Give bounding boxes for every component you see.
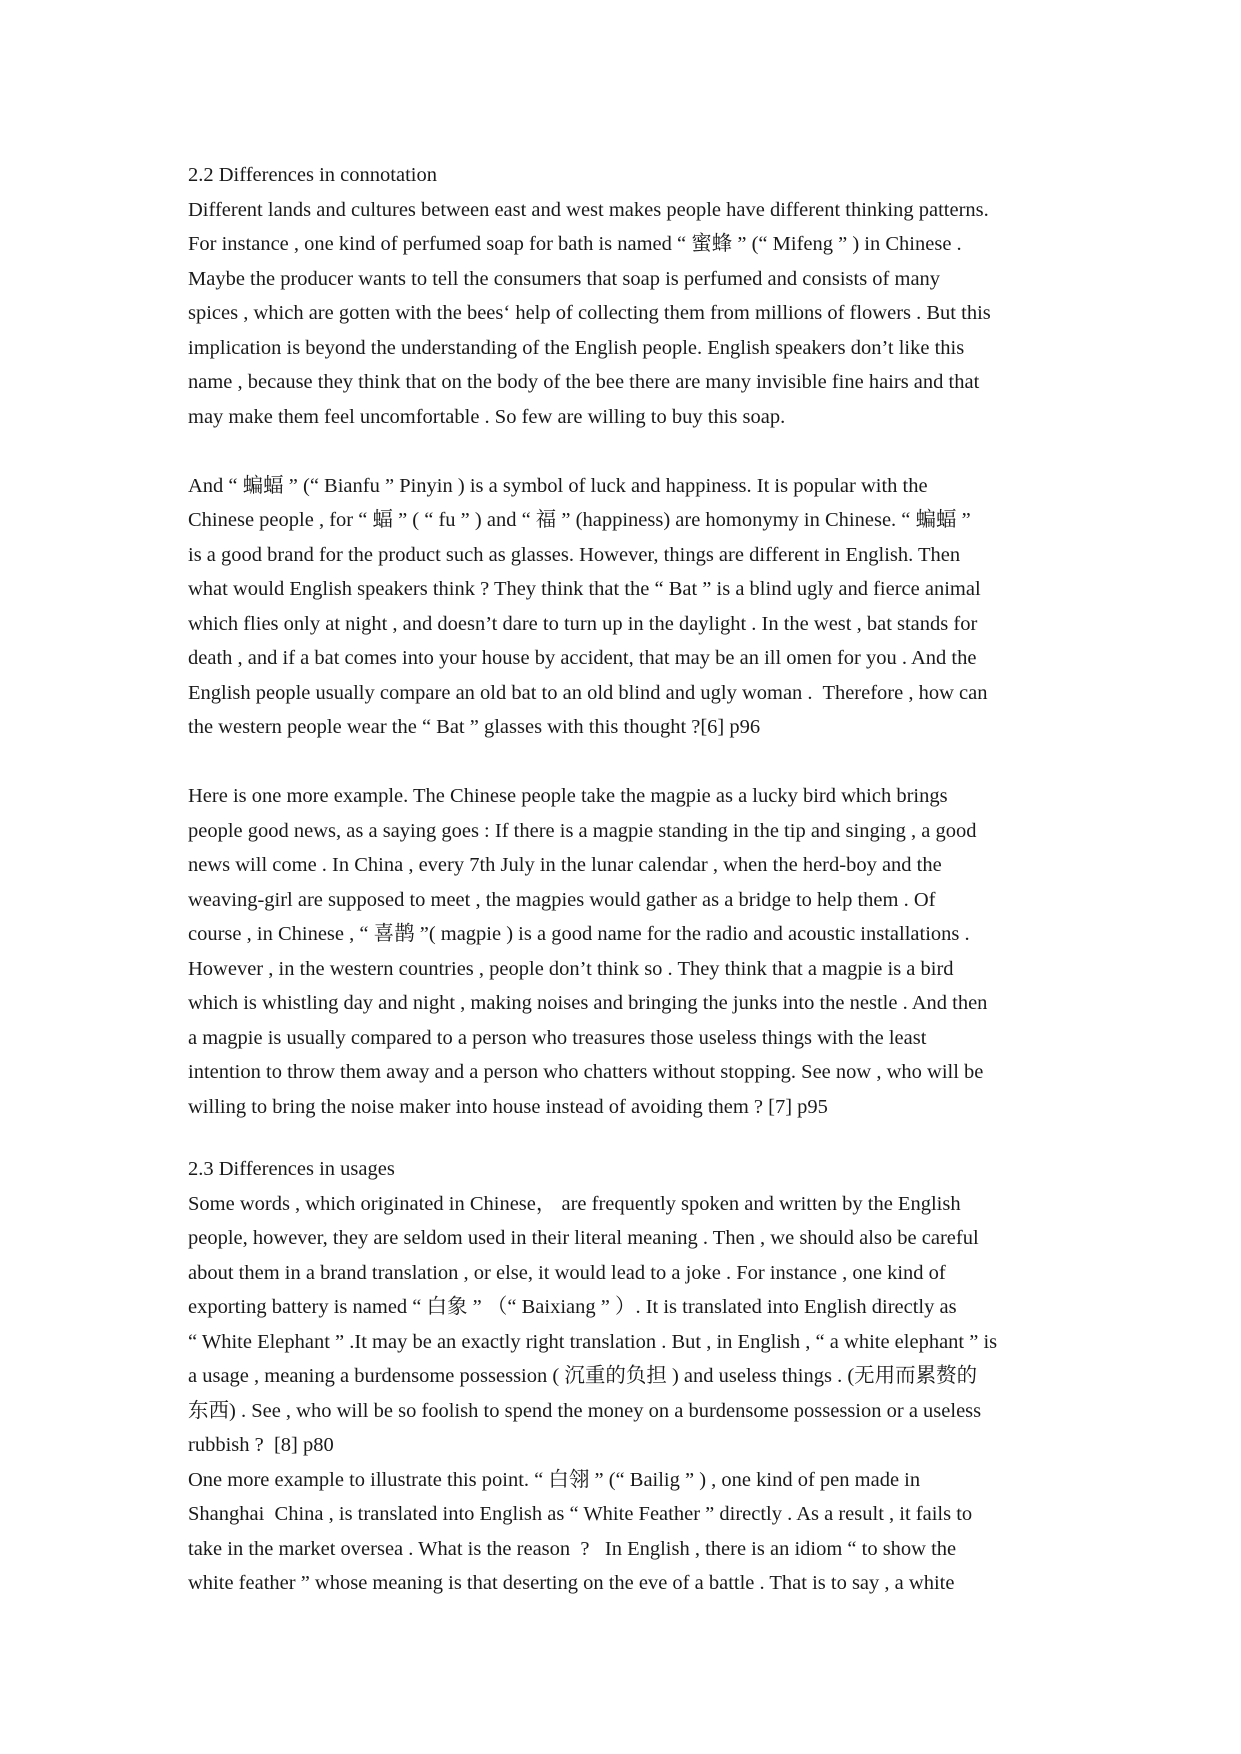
text-line: exporting battery is named “ 白象 ” （“ Baixiang ” ）. It is translated into English directly as [188, 1296, 957, 1318]
paragraph-magpie-example [188, 779, 1068, 1124]
paragraph-soap-example [188, 193, 1068, 435]
paragraph-spacer [188, 1124, 1068, 1152]
text-line: take in the market oversea . What is the reason ? In English , there is an idiom “ to show the [188, 1537, 957, 1560]
section-heading-2-2: 2.2 Differences in connotation [188, 164, 437, 186]
text-line: white feather ” whose meaning is that deserting on the eve of a battle . That is to say , a white [188, 1572, 955, 1594]
text-line: people, however, they are seldom used in their literal meaning . Then , we should also be careful [188, 1227, 979, 1249]
text-line: about them in a brand translation , or else, it would lead to a joke . For instance , one kind of [188, 1261, 946, 1284]
text-line: Shanghai China , is translated into English as “ White Feather ” directly . As a result , it fails to [188, 1503, 973, 1525]
text-line: willing to bring the noise maker into house instead of avoiding them ? [7] p95 [188, 1095, 828, 1118]
text-line: a magpie is usually compared to a person who treasures those useless things with the least [188, 1026, 927, 1049]
text-line: death , and if a bat comes into your house by accident, that may be an ill omen for you . And the [188, 647, 977, 669]
text-line: For instance , one kind of perfumed soap for bath is named “ 蜜蜂 ” (“ Mifeng ” ) in Chinese . [188, 233, 962, 255]
paragraph-spacer [188, 434, 1068, 469]
paragraph-white-elephant-example [188, 1187, 1068, 1463]
text-line: Chinese people , for “ 蝠 ” ( “ fu ” ) and “ 福 ” (happiness) are homonymy in Chinese. “ 蝙蝠 ” [188, 509, 971, 531]
text-line: a usage , meaning a burdensome possession ( 沉重的负担 ) and useless things . (无用而累赘的 [188, 1365, 978, 1387]
text-line: course , in Chinese , “ 喜鹊 ”( magpie ) is a good name for the radio and acoustic installations . [188, 923, 970, 945]
paragraph-white-feather-example [188, 1463, 1068, 1601]
paragraph-bat-example [188, 469, 1068, 745]
text-line: which is whistling day and night , making noises and bringing the junks into the nestle . And then [188, 992, 988, 1014]
text-line: “ White Elephant ” .It may be an exactly right translation . But , in English , “ a white elephant ” is [188, 1330, 998, 1353]
text-line: intention to throw them away and a person who chatters without stopping. See now , who will be [188, 1061, 984, 1083]
text-line: name , because they think that on the body of the bee there are many invisible fine hairs and that [188, 371, 980, 393]
text-line: is a good brand for the product such as glasses. However, things are different in English. Then [188, 543, 961, 566]
text-line: rubbish ? [8] p80 [188, 1434, 334, 1456]
text-line: And “ 蝙蝠 ” (“ Bianfu ” Pinyin ) is a symbol of luck and happiness. It is popular with the [188, 474, 928, 497]
text-line: spices , which are gotten with the bees‘ help of collecting them from millions of flowers . But this [188, 302, 991, 324]
text-line: weaving-girl are supposed to meet , the magpies would gather as a bridge to help them . Of [188, 888, 936, 911]
text-line: people good news, as a saying goes : If there is a magpie standing in the tip and singing , a good [188, 819, 977, 842]
text-line: which flies only at night , and doesn’t dare to turn up in the daylight . In the west , bat stands for [188, 612, 978, 635]
text-line: the western people wear the “ Bat ” glasses with this thought ?[6] p96 [188, 716, 761, 738]
text-line: However , in the western countries , people don’t think so . They think that a magpie is a bird [188, 957, 954, 980]
text-line: 东西) . See , who will be so foolish to spend the money on a burdensome possession or a useless [188, 1399, 982, 1422]
text-line: what would English speakers think ? They think that the “ Bat ” is a blind ugly and fierce animal [188, 578, 981, 600]
paragraph-spacer [188, 745, 1068, 780]
text-line: Maybe the producer wants to tell the consumers that soap is perfumed and consists of many [188, 267, 941, 290]
section-heading-2-3: 2.3 Differences in usages [188, 1158, 395, 1180]
text-line: Some words , which originated in Chinese， are frequently spoken and written by the English [188, 1192, 961, 1215]
text-line: news will come . In China , every 7th July in the lunar calendar , when the herd-boy and the [188, 854, 942, 876]
text-line: Here is one more example. The Chinese people take the magpie as a lucky bird which brings [188, 785, 948, 807]
document-body [188, 158, 1068, 1601]
text-line: Different lands and cultures between east and west makes people have different thinking patterns. [188, 198, 989, 221]
text-line: English people usually compare an old bat to an old blind and ugly woman . Therefore , how can [188, 681, 988, 704]
text-line: One more example to illustrate this point. “ 白翎 ” (“ Bailig ” ) , one kind of pen made in [188, 1468, 921, 1491]
text-line: implication is beyond the understanding of the English people. English speakers don’t like this [188, 336, 965, 359]
text-line: may make them feel uncomfortable . So few are willing to buy this soap. [188, 405, 786, 428]
